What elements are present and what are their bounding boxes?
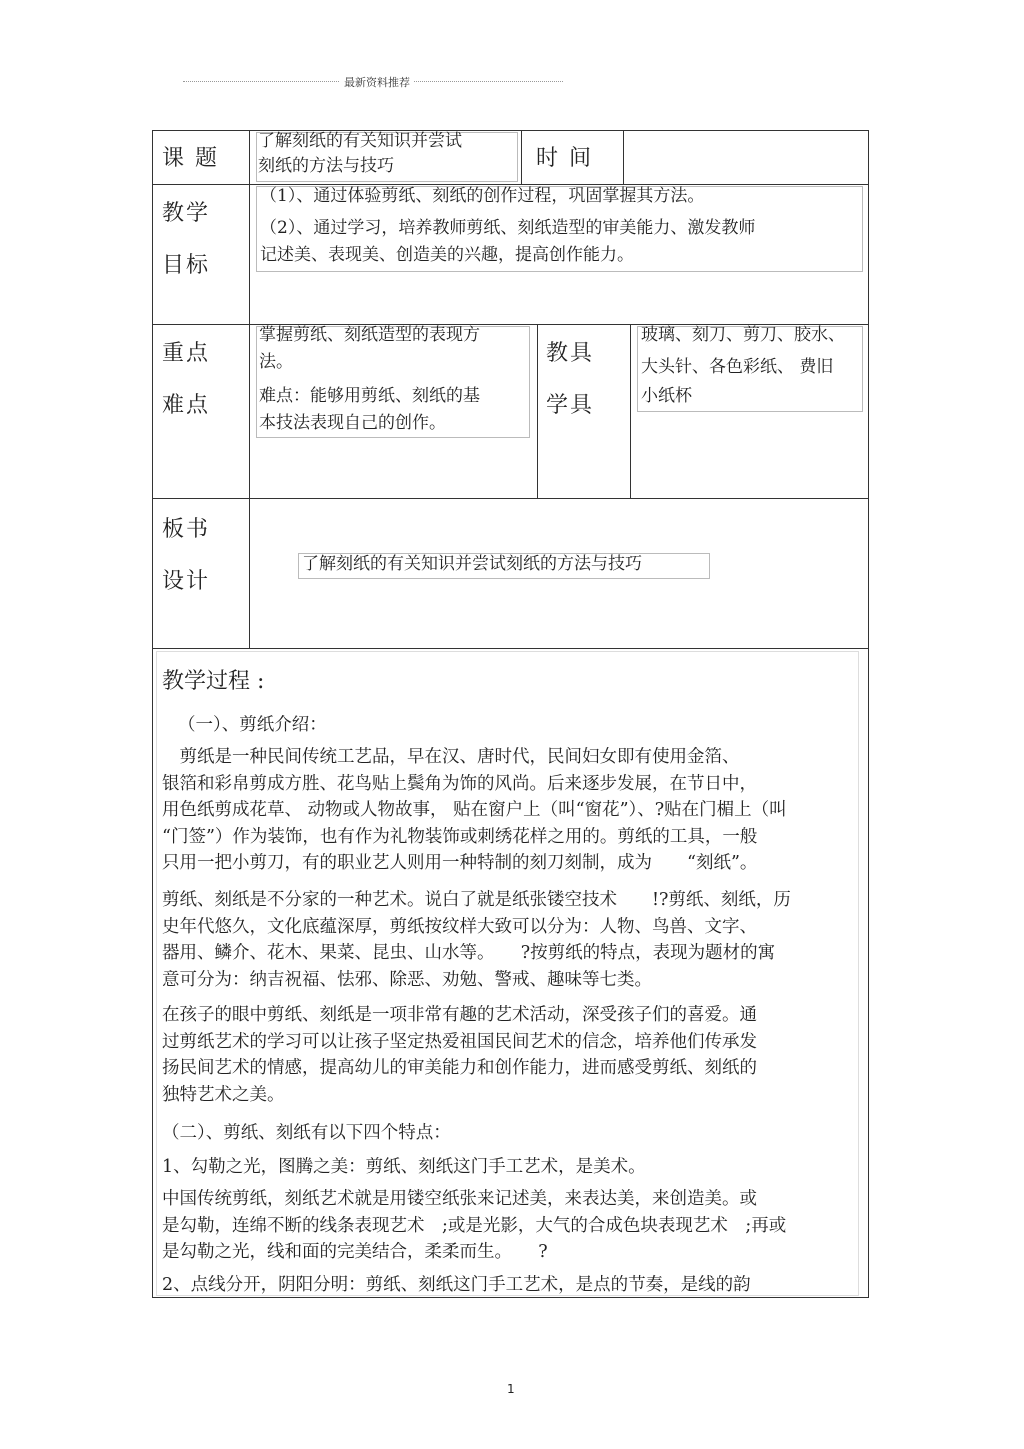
paragraph-line: 在孩子的眼中剪纸、刻纸是一项非常有趣的艺术活动，深受孩子们的喜爱。通: [162, 1005, 757, 1025]
section-1-title: （一）、剪纸介绍：: [178, 715, 327, 735]
column-divider: [249, 130, 250, 648]
tools-label-line1: 教具: [546, 341, 595, 366]
column-divider: [537, 324, 538, 498]
tools-label-line2: 学具: [546, 393, 595, 418]
topic-value-line2: 刻纸的方法与技巧: [258, 156, 394, 176]
paragraph-line: 扬民间艺术的情感，提高幼儿的审美能力和创作能力，进而感受剪纸、刻纸的: [162, 1058, 757, 1078]
key-label-line1: 重点: [162, 341, 211, 366]
goal-item-2-line2: 记述美、表现美、创造美的兴趣，提高创作能力。: [260, 245, 634, 265]
goal-item-2-line1: （2）、通过学习，培养教师剪纸、刻纸造型的审美能力、激发教师: [260, 218, 756, 238]
topic-value-line1: 了解刻纸的有关知识并尝试: [258, 131, 462, 151]
goals-label-line2: 目标: [162, 253, 211, 278]
paragraph-line: “门签”）作为装饰，也有作为礼物装饰或刺绣花样之用的。剪纸的工具，一般: [162, 826, 758, 847]
feature-1-title: 1、勾勒之光，图腾之美：剪纸、刻纸这门手工艺术，是美术。: [162, 1157, 646, 1177]
paragraph-2: [162, 887, 791, 993]
header-title: 最新资料推荐: [340, 74, 414, 90]
key-point-line1: 掌握剪纸、刻纸造型的表现方: [259, 325, 480, 345]
paragraph-line: 器用、鳞介、花木、果菜、昆虫、山水等。 ?按剪纸的特点，表现为题材的寓: [162, 943, 776, 963]
paragraph-line: 是勾勒之光，线和面的完美结合，柔柔而生。 ?: [162, 1242, 548, 1262]
row-divider: [152, 648, 869, 649]
board-label-line1: 板书: [162, 517, 211, 542]
page-number: 1: [507, 1382, 515, 1396]
column-divider: [630, 324, 631, 498]
time-label: 时 间: [536, 146, 593, 171]
paragraph-line: 只用一把小剪刀，有的职业艺人则用一种特制的刻刀刻制，成为 “刻纸”。: [162, 853, 758, 873]
paragraph-3: [162, 1002, 757, 1108]
paragraph-line: 史年代悠久，文化底蕴深厚，剪纸按纹样大致可以分为：人物、鸟兽、文字、: [162, 916, 757, 937]
paragraph-1: [162, 744, 787, 877]
row-divider: [152, 498, 869, 499]
board-content: 了解刻纸的有关知识并尝试刻纸的方法与技巧: [302, 554, 642, 574]
tools-line3: 小纸杯: [641, 386, 692, 406]
board-label-line2: 设计: [162, 569, 211, 594]
tools-line2: 大头针、各色彩纸、 费旧: [641, 357, 834, 377]
key-label-line2: 难点: [162, 393, 211, 418]
paragraph-line: 用色纸剪成花草、 动物或人物故事， 贴在窗户上（叫“窗花”）、?贴在门楣上（叫: [162, 800, 787, 820]
paragraph-line: 剪纸、刻纸是不分家的一种艺术。说白了就是纸张镂空技术 !?剪纸、刻纸，历: [162, 890, 791, 910]
process-title: 教学过程 :: [162, 669, 265, 694]
paragraph-line: 意可分为：纳吉祝福、怯邪、除恶、劝勉、警戒、趣味等七类。: [162, 969, 652, 990]
column-divider: [521, 130, 522, 184]
key-point-line2: 法。: [259, 352, 293, 372]
paragraph-line: 银箔和彩帛剪成方胜、花鸟贴上鬓角为饰的风尚。后来逐步发展，在节日中，: [162, 773, 757, 794]
goal-item-1: （1）、通过体验剪纸、刻纸的创作过程，巩固掌握其方法。: [260, 186, 705, 206]
paragraph-line: 剪纸是一种民间传统工艺品，早在汉、唐时代，民间妇女即有使用金箔、: [162, 747, 740, 767]
paragraph-line: 过剪纸艺术的学习可以让孩子坚定热爱祖国民间艺术的信念，培养他们传承发: [162, 1031, 757, 1052]
section-2-title: （二）、剪纸、刻纸有以下四个特点：: [162, 1123, 451, 1143]
paragraph-line: 是勾勒，连绵不断的线条表现艺术 ;或是光影，大气的合成色块表现艺术 ;再或: [162, 1215, 787, 1236]
paragraph-4: [162, 1186, 786, 1266]
difficulty-line1: 难点：能够用剪纸、刻纸的基: [259, 386, 480, 406]
tools-line1: 玻璃、刻刀、剪刀、胶水、: [641, 325, 845, 345]
paragraph-line: 中国传统剪纸，刻纸艺术就是用镂空纸张来记述美，来表达美，来创造美。或: [162, 1189, 757, 1209]
topic-label: 课 题: [162, 146, 219, 171]
column-divider: [623, 130, 624, 184]
paragraph-line: 独特艺术之美。: [162, 1084, 285, 1105]
difficulty-line2: 本技法表现自己的创作。: [259, 413, 446, 433]
goals-label-line1: 教学: [162, 201, 211, 226]
feature-2-title: 2、点线分开，阴阳分明：剪纸、刻纸这门手工艺术，是点的节奏，是线的韵: [162, 1275, 751, 1295]
